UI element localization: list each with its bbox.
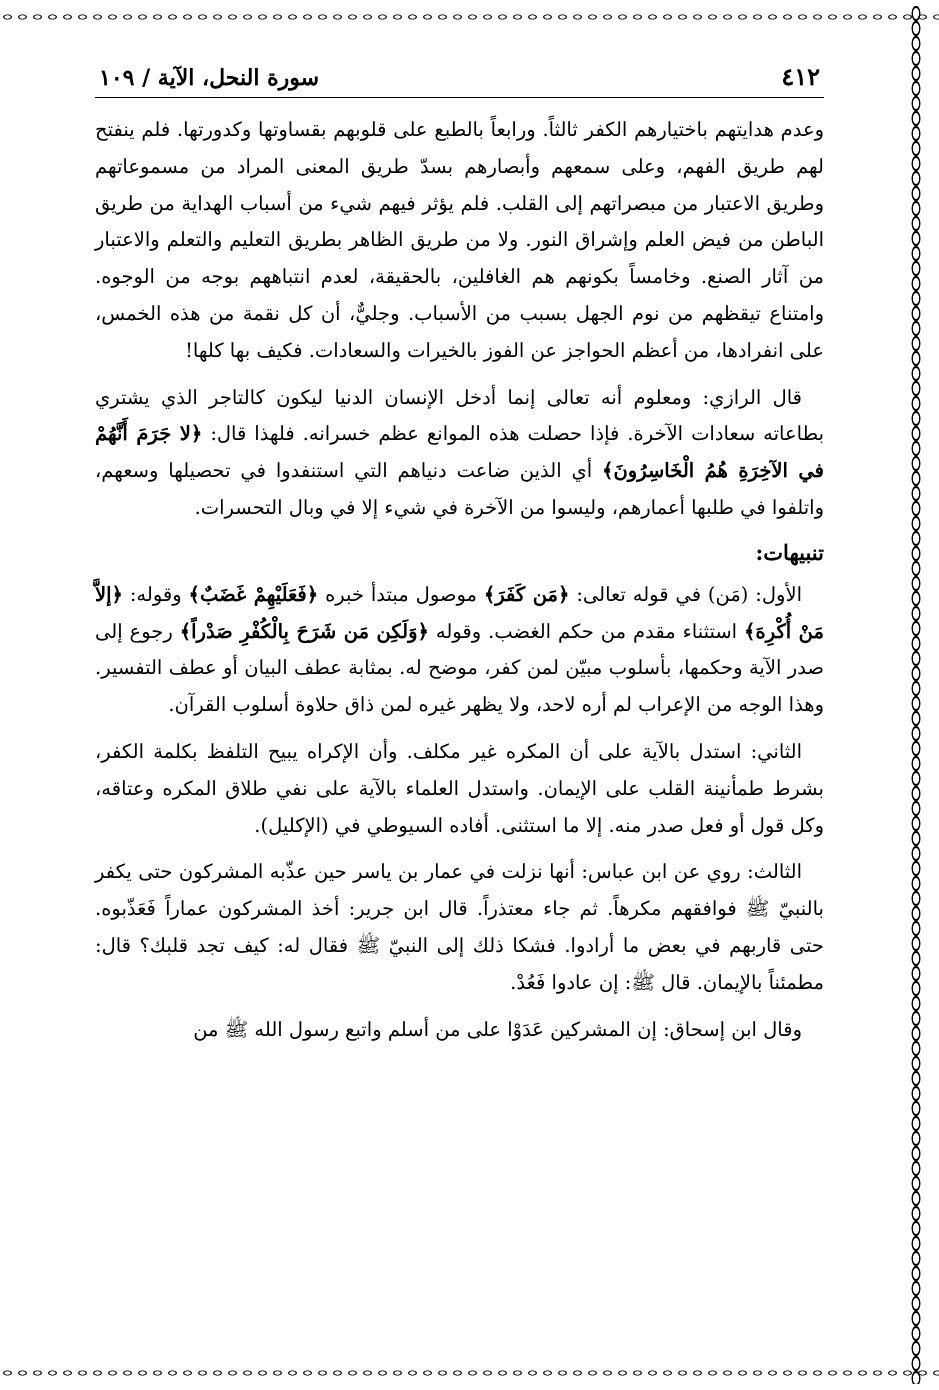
paragraph-razi: [95, 380, 824, 527]
note-first-text-5: رجوع إلى صدر الآية وحكمها، بأسلوب مبيّن لمن كفر، موضح له. بمثابة عطف البيان أو عطف التفسير. وهذا الوجه من الإعراب لم أره لاحد، ولا يظهر غيره لمن ذاق حلاوة أسلوب القرآن.: [95, 619, 824, 717]
razi-text-1: قال الرازي: ومعلوم أنه تعالى إنما أدخل الإنسان الدنيا ليكون كالتاجر الذي يشتري بطاعاته سعادات الآخرة. فإذا حصلت هذه الموانع عظم خسرانه. فلهذا قال:: [95, 385, 824, 446]
running-header: [95, 62, 824, 98]
note-second: الثاني: استدل بالآية على أن المكره غير مكلف. وأن الإكراه يبيح التلفظ بكلمة الكفر، بشرط طمأنينة القلب على الإيمان. واستدل العلماء بالآية على نفي طلاق المكره وعتاقه، وكل قول أو فعل صدر منه. إلا ما استثنى. أفاده السيوطي في (الإكليل).: [95, 739, 824, 837]
book-page: [95, 62, 824, 1340]
section-heading: تنبيهات:: [755, 539, 824, 565]
quran-verse: ﴿وَلَكِن مَن شَرَحَ بِالْكُفْرِ صَدْراً﴾: [179, 619, 429, 643]
quran-verse: ﴿إلاَّ مَنْ أُكْرِهَ﴾: [95, 582, 824, 643]
note-first-text-3: وقوله:: [122, 582, 189, 606]
quran-verse: ﴿لا جَرَمَ أَنَّهُمْ في الآخِرَةِ هُمُ الْخَاسِرُونَ﴾: [95, 422, 824, 483]
razi-text-2: أي الذين ضاعت دنياهم التي استنفدوا في تحصيلها وسعهم، واتلفوا في طلبها أعمارهم، وليسوا من الآخرة في شيء إلا في وبال التحسرات.: [95, 459, 824, 519]
page-body: [95, 112, 824, 1048]
note-first-text-2: موصول مبتدأ خبره: [318, 582, 484, 606]
note-first: [95, 577, 824, 724]
note-third: الثالث: روي عن ابن عباس: أنها نزلت في عمار بن ياسر حين عذّبه المشركون حتى يكفر بالنبيّ ﷺ فوافقهم مكرهاً. ثم جاء معتذراً. قال ابن جرير: أخذ المشركون عماراً فَعَذّبوه. حتى قاربهم في بعض ما أرادوا. فشكا ذلك إلى النبيّ ﷺ فقال له: كيف تجد قلبك؟ قال: مطمئناً بالإيمان. قال ﷺ: إن عادوا فَعُدْ.: [95, 860, 824, 994]
page-number: ٤١٢: [781, 62, 820, 91]
note-fourth: وقال ابن إسحاق: إن المشركين عَدَوْا على من أسلم واتبع رسول الله ﷺ من: [193, 1017, 802, 1041]
note-first-text-4: استثناء مقدم من حكم الغضب. وقوله: [428, 619, 745, 643]
note-first-text-1: الأول: (مَن) في قوله تعالى:: [569, 582, 802, 606]
right-chain-border: [907, 6, 925, 1384]
chapter-title: سورة النحل، الآية / ١٠٩: [99, 65, 320, 91]
bottom-chain-border: [0, 1364, 939, 1382]
quran-verse: ﴿مَن كَفَرَ﴾: [483, 582, 570, 606]
quran-verse: ﴿فَعَلَيْهِمْ غَضَبٌ﴾: [188, 582, 319, 606]
top-chain-border: [0, 8, 939, 26]
paragraph-1: وعدم هدايتهم باختيارهم الكفر ثالثاً. ورابعاً بالطبع على قلوبهم بقساوتها وكدورتها. فلم ينفتح لهم طريق الفهم، وعلى سمعهم وأبصارهم بسدّ طريق المعنى المراد من مسموعاتهم وطريق الاعتبار من مبصراتهم إلى القلب. فلم يؤثر فيهم شيء من أسباب الهداية من طريق الباطن من فيض العلم وإشراق النور. ولا من طريق الظاهر بطريق التعليم والتعلم والاعتبار من آثار الصنع. وخامساً بكونهم هم الغافلين، بالحقيقة، لعدم انتباههم بوجه من الوجوه. وامتناع تيقظهم من نوم الجهل بسبب من الأسباب. وجليٌّ، أن كل نقمة من هذه الخمس، على انفرادها، من أعظم الحواجز عن الفوز بالخيرات والسعادات. فكيف بها كلها!: [95, 118, 824, 362]
